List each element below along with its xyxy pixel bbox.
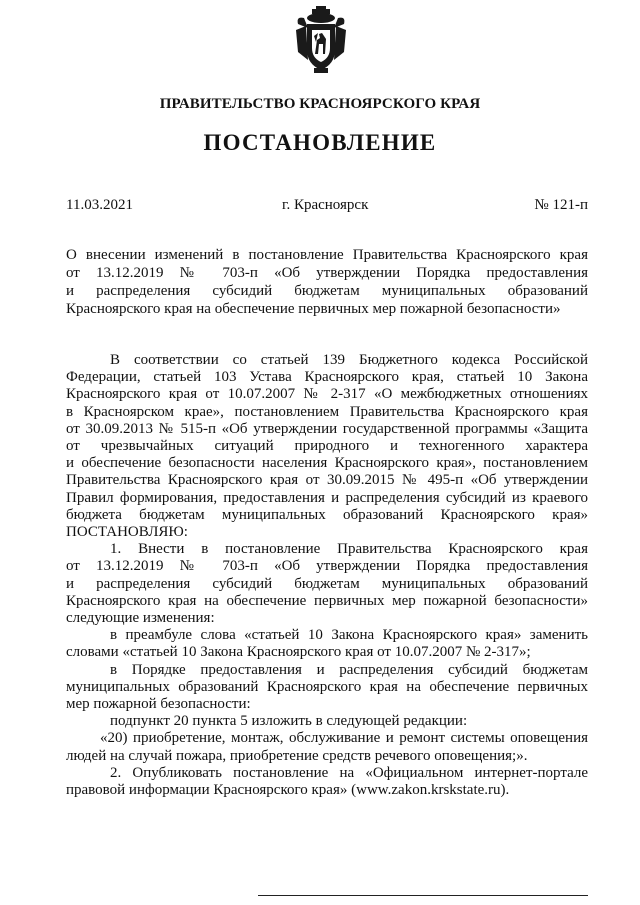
footer-divider xyxy=(258,895,588,896)
body-line: от 13.12.2019 № 703-п «Об утверждении Порядка предоставления xyxy=(66,558,588,575)
title-line: от 13.12.2019 № 703-п «Об утверждении Порядка предоставления xyxy=(66,265,588,281)
coat-of-arms-icon xyxy=(294,6,348,74)
title-line: и распределения субсидий бюджетам муниципальных образований xyxy=(66,283,588,299)
body-line: Федерации, статьей 103 Устава Красноярского края, статьей 10 Закона xyxy=(66,369,588,386)
document-type: ПОСТАНОВЛЕНИЕ xyxy=(203,130,437,155)
document-meta xyxy=(66,197,588,217)
body-line: 1. Внести в постановление Правительства Красноярского края xyxy=(110,541,588,558)
body-line: Правительства Красноярского края от 30.09.2015 № 495-п «Об утверждении xyxy=(66,472,588,489)
title-line: Красноярского края на обеспечение первичных мер пожарной безопасности» xyxy=(66,301,561,317)
body-line: бюджета бюджетам муниципальных образований Красноярского края» xyxy=(66,506,588,523)
document-date: 11.03.2021 xyxy=(66,197,133,213)
document-number: № 121-п xyxy=(534,197,588,213)
body-line: подпункт 20 пункта 5 изложить в следующей редакции: xyxy=(110,713,468,730)
body-line: словами «статьей 10 Закона Красноярского края от 10.07.2007 № 2-317»; xyxy=(66,644,531,661)
body-line: «20) приобретение, монтаж, обслуживание и ремонт системы оповещения xyxy=(100,730,588,747)
body-line: Правил формирования, предоставления и распределения субсидий из краевого xyxy=(66,489,588,506)
body-line: правовой информации Красноярского края» (www.zakon.krskstate.ru). xyxy=(66,782,510,799)
document-body xyxy=(66,352,588,799)
body-line: Красноярского края на обеспечение первичных мер пожарной безопасности» xyxy=(66,592,588,609)
body-line: следующие изменения: xyxy=(66,610,215,627)
body-line: от чрезвычайных ситуаций природного и техногенного характера xyxy=(66,438,588,455)
body-line: ПОСТАНОВЛЯЮ: xyxy=(66,524,188,541)
body-line: и распределения субсидий бюджетам муниципальных образований xyxy=(66,575,588,592)
document-title xyxy=(66,246,588,318)
body-line: в Красноярском крае», постановлением Правительства Красноярского края xyxy=(66,403,588,420)
body-line: и обеспечение безопасности населения Красноярского края», постановлением xyxy=(66,455,588,472)
body-line: 2. Опубликовать постановление на «Официальном интернет-портале xyxy=(110,764,588,781)
organization-name: ПРАВИТЕЛЬСТВО КРАСНОЯРСКОГО КРАЯ xyxy=(159,96,481,112)
body-line: Красноярского края от 10.07.2007 № 2-317 «О межбюджетных отношениях xyxy=(66,386,588,403)
document-city: г. Красноярск xyxy=(282,197,369,213)
title-line: О внесении изменений в постановление Правительства Красноярского края xyxy=(66,247,588,263)
body-line: В соответствии со статьей 139 Бюджетного кодекса Российской xyxy=(110,352,588,368)
body-line: в Порядке предоставления и распределения субсидий бюджетам xyxy=(110,661,588,678)
body-line: мер пожарной безопасности: xyxy=(66,696,251,713)
body-line: от 30.09.2013 № 515-п «Об утверждении государственной программы «Защита xyxy=(66,420,588,437)
body-line: в преамбуле слова «статьей 10 Закона Красноярского края» заменить xyxy=(110,627,588,644)
body-line: людей на случай пожара, приобретение средств речевого оповещения;». xyxy=(66,747,528,764)
body-line: муниципальных образований Красноярского края на обеспечение первичных xyxy=(66,678,588,695)
